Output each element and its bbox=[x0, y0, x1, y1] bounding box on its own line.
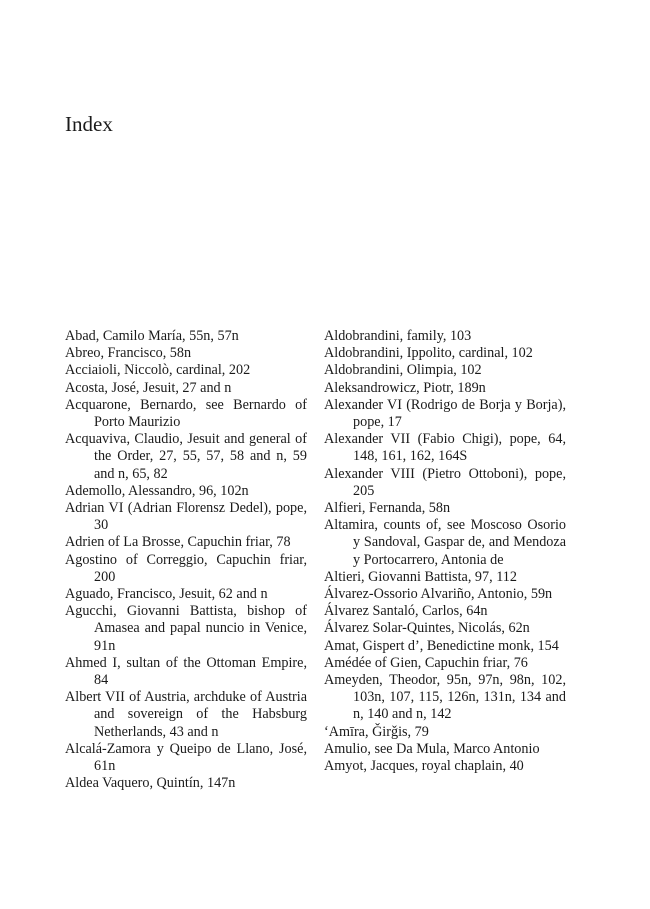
index-entry: Aleksandrowicz, Piotr, 189n bbox=[324, 379, 486, 396]
index-entry: Álvarez Santaló, Carlos, 64n bbox=[324, 603, 488, 620]
index-entry: Amyot, Jacques, royal chaplain, 40 bbox=[324, 758, 524, 775]
index-entry: Alexander VI (Rodrigo de Borja y Borja), pope, 17 bbox=[324, 396, 566, 431]
index-entry: Abad, Camilo María, 55n, 57n bbox=[65, 328, 239, 344]
index-entry: Albert VII of Austria, archduke of Austria and sovereign of the Habsburg Netherlands, 43 and n bbox=[65, 689, 307, 740]
index-entry: Agucchi, Giovanni Battista, bishop of Amasea and papal nuncio in Venice, 91n bbox=[65, 603, 307, 654]
index-entry: Aguado, Francisco, Jesuit, 62 and n bbox=[65, 586, 268, 603]
index-entry: Altamira, counts of, see Moscoso Osorio y Sandoval, Gaspar de, and Mendoza y Portocarrero, Antonia de bbox=[324, 517, 566, 568]
index-entry: Ahmed I, sultan of the Ottoman Empire, 84 bbox=[65, 654, 307, 689]
index-entry: Amat, Gispert d’, Benedictine monk, 154 bbox=[324, 637, 559, 654]
index-column-right bbox=[324, 328, 566, 775]
index-entry: Alcalá-Zamora y Queipo de Llano, José, 61n bbox=[65, 740, 307, 775]
index-entry: Aldobrandini, family, 103 bbox=[324, 328, 472, 344]
index-entry: Ameyden, Theodor, 95n, 97n, 98n, 102, 103n, 107, 115, 126n, 131n, 134 and n, 140 and n, 142 bbox=[324, 672, 566, 723]
index-entry: Agostino of Correggio, Capuchin friar, 200 bbox=[65, 551, 307, 585]
index-entry: ‘Amīra, Ǧirǧis, 79 bbox=[324, 723, 429, 740]
index-entry: Acciaioli, Niccolò, cardinal, 202 bbox=[65, 362, 251, 379]
index-entry: Alexander VII (Fabio Chigi), pope, 64, 148, 161, 162, 164S bbox=[324, 431, 566, 465]
index-entry: Abreo, Francisco, 58n bbox=[65, 345, 192, 362]
index-entry: Álvarez Solar-Quintes, Nicolás, 62n bbox=[324, 620, 530, 637]
index-entry: Acquarone, Bernardo, see Bernardo of Porto Maurizio bbox=[65, 396, 307, 431]
index-entry: Aldobrandini, Ippolito, cardinal, 102 bbox=[324, 345, 533, 362]
index-entry: Ademollo, Alessandro, 96, 102n bbox=[65, 482, 249, 499]
index-entry: Acosta, José, Jesuit, 27 and n bbox=[65, 379, 232, 396]
index-entry: Alfieri, Fernanda, 58n bbox=[324, 500, 451, 517]
index-entry: Aldea Vaquero, Quintín, 147n bbox=[65, 775, 236, 792]
page-title: Index bbox=[65, 112, 113, 136]
index-column-left bbox=[65, 328, 307, 792]
index-entry: Altieri, Giovanni Battista, 97, 112 bbox=[324, 568, 517, 585]
index-entry: Aldobrandini, Olimpia, 102 bbox=[324, 362, 482, 379]
index-entry: Acquaviva, Claudio, Jesuit and general of the Order, 27, 55, 57, 58 and n, 59 and n, 65, 82 bbox=[65, 431, 307, 482]
index-entry: Amulio, see Da Mula, Marco Antonio bbox=[324, 740, 540, 757]
index-entry: Adrian VI (Adrian Florensz Dedel), pope, 30 bbox=[65, 500, 307, 534]
index-entry: Alexander VIII (Pietro Ottoboni), pope, 205 bbox=[324, 465, 566, 499]
index-entry: Álvarez-Ossorio Alvariño, Antonio, 59n bbox=[324, 586, 553, 603]
index-entry: Amédée of Gien, Capuchin friar, 76 bbox=[324, 654, 528, 671]
index-entry: Adrien of La Brosse, Capuchin friar, 78 bbox=[65, 534, 291, 551]
